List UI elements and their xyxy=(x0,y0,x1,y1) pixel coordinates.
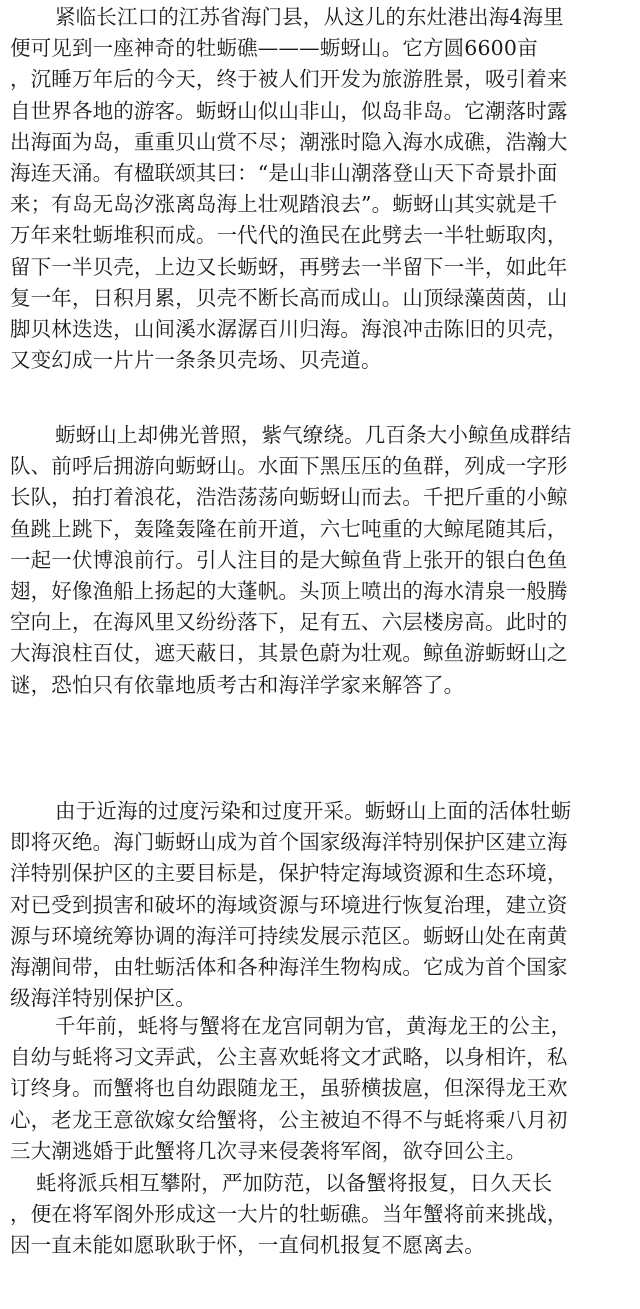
text-line: 来；有岛无岛汐涨离岛海上壮观踏浪去”。蛎蚜山其实就是千 xyxy=(10,192,558,217)
text-line: 紧临长江口的江苏省海门县，从这儿的东灶港出海4海里 xyxy=(55,5,564,29)
text-line: 留下一半贝壳，上边又长蛎蚜，再劈去一半留下一半，如此年 xyxy=(10,254,568,279)
text-line: 大海浪柱百仗，遮天蔽日，其景色蔚为壮观。鲸鱼游蛎蚜山之 xyxy=(10,641,568,666)
text-line: 海潮间带，由牡蛎活体和各种海洋生物构成。它成为首个国家 xyxy=(10,954,568,979)
text-line: 海连天涌。有楹联颂其曰：“是山非山潮落登山天下奇景扑面 xyxy=(10,160,558,185)
text-line: 洋特别保护区的主要目标是，保护特定海域资源和生态环境， xyxy=(10,861,568,886)
text-line: 长队，拍打着浪花，浩浩荡荡向蛎蚜山而去。千把斤重的小鲸 xyxy=(10,485,568,510)
text-line: 千年前，蚝将与蟹将在龙宫同朝为官，黄海龙王的公主， xyxy=(55,1014,572,1038)
text-line: 由于近海的过度污染和过度开采。蛎蚜山上面的活体牡蛎 xyxy=(55,799,572,823)
text-line: ，沉睡万年后的今天，终于被人们开发为旅游胜景，吸引着来 xyxy=(10,67,568,92)
text-line: 自幼与蚝将习文弄武，公主喜欢蚝将文才武略，以身相许，私 xyxy=(10,1045,568,1070)
text-line: 对已受到损害和破坏的海域资源与环境进行恢复治理，建立资 xyxy=(10,892,568,917)
text-line: 三大潮逃婚于此蟹将几次寻来侵袭将军阁，欲夺回公主。 xyxy=(10,1138,527,1163)
text-line: 一起一伏博浪前行。引人注目的是大鲸鱼背上张开的银白色鱼 xyxy=(10,547,568,572)
text-line: 鱼跳上跳下，轰隆轰隆在前开道，六七吨重的大鲸尾随其后， xyxy=(10,516,568,541)
text-line: 脚贝林迭迭，山间溪水潺潺百川归海。海浪冲击陈旧的贝壳， xyxy=(10,316,568,341)
text-line: 翅，好像渔船上扬起的大蓬帆。头顶上喷出的海水清泉一般腾 xyxy=(10,578,568,603)
text-line: 空向上，在海风里又纷纷落下，足有五、六层楼房高。此时的 xyxy=(10,610,568,635)
text-line: 出海面为岛，重重贝山赏不尽；潮涨时隐入海水成礁，浩瀚大 xyxy=(10,129,568,154)
text-line: 源与环境统筹协调的海洋可持续发展示范区。蛎蚜山处在南黄 xyxy=(10,923,568,948)
paragraph-1 xyxy=(10,2,568,376)
text-line: 蛎蚜山上却佛光普照，紫气缭绕。几百条大小鲸鱼成群结 xyxy=(55,423,572,447)
text-line: 自世界各地的游客。蛎蚜山似山非山，似岛非岛。它潮落时露 xyxy=(10,98,568,123)
text-line: 复一年，日积月累，贝壳不断长高而成山。山顶绿藻茵茵，山 xyxy=(10,285,568,310)
paragraph-4 xyxy=(10,1011,571,1167)
text-line: 即将灭绝。海门蛎蚜山成为首个国家级海洋特别保护区建立海 xyxy=(10,830,568,855)
text-line: ，便在将军阁外形成这一大片的牡蛎礁。当年蟹将前来挑战， xyxy=(10,1202,568,1227)
text-line: 谜，恐怕只有依靠地质考古和海洋学家来解答了。 xyxy=(10,672,465,697)
paragraph-5 xyxy=(10,1168,568,1262)
text-line: 订终身。而蟹将也自幼跟随龙王，虽骄横拔扈，但深得龙王欢 xyxy=(10,1076,568,1101)
text-line: 蚝将派兵相互攀附，严加防范，以备蟹将报复，日久天长 xyxy=(36,1171,553,1195)
text-line: 便可见到一座神奇的牡蛎礁———蛎蚜山。它方圆6600亩 xyxy=(10,36,538,61)
text-line: 万年来牡蛎堆积而成。一代代的渔民在此劈去一半牡蛎取肉， xyxy=(10,223,568,248)
paragraph-3 xyxy=(10,796,571,1014)
text-line: 因一直未能如愿耿耿于怀，一直伺机报复不愿离去。 xyxy=(10,1233,485,1258)
text-line: 心，老龙王意欲嫁女给蟹将，公主被迫不得不与蚝将乘八月初 xyxy=(10,1107,568,1132)
text-line: 队、前呼后拥游向蛎蚜山。水面下黑压压的鱼群，列成一字形 xyxy=(10,454,568,479)
paragraph-2 xyxy=(10,420,571,701)
text-line: 又变幻成一片片一条条贝壳场、贝壳道。 xyxy=(10,348,382,373)
text-line: 级海洋特别保护区。 xyxy=(10,986,196,1011)
